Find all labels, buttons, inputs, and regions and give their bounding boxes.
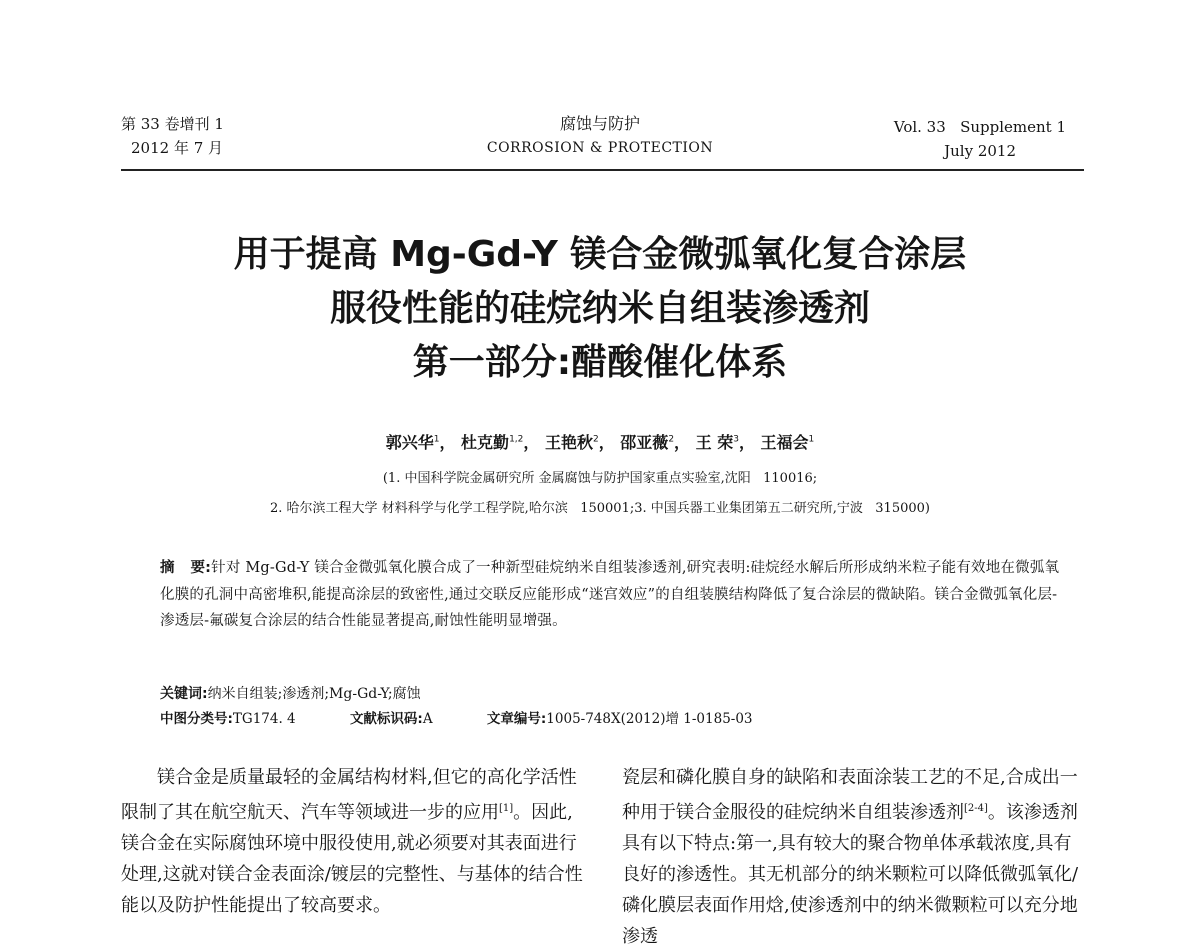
body-text: 。因此,镁合金在实际腐蚀环境中服役使用,就必须要对其表面进行处理,这就对镁合金表面涂/镀层的完整性、与基体的结合性能以及防护性能提出了较高要求。 [121, 802, 583, 916]
author: 王福会$^1$ [760, 433, 815, 452]
classification-info [160, 707, 803, 727]
journal-issue-info-en [894, 115, 1066, 163]
author: 王 荣$^3$ [695, 433, 739, 452]
title-line-2: 服役性能的硅烷纳米自组装渗透剂 [329, 288, 870, 329]
keywords [160, 683, 421, 703]
body-text: 镁合金是质量最轻的金属结构材料,但它的高化学活性限制了其在航空航天、汽车等领域进一步的应用 [121, 767, 577, 823]
citation: [1] [499, 803, 514, 814]
affiliation-line-1: (1. 中国科学院金属研究所 金属腐蚀与防护国家重点实验室,沈阳 110016; [382, 471, 818, 486]
title-line-1: 用于提高 Mg-Gd-Y 镁合金微弧氧化复合涂层 [233, 234, 967, 275]
journal-name-cn: 腐蚀与防护 [559, 114, 640, 133]
title-line-3: 第一部分:醋酸催化体系 [412, 342, 788, 383]
body-text: 。该渗透剂具有以下特点:第一,具有较大的聚合物单体承载浓度,具有良好的渗透性。其无机部分的纳米颗粒可以降低微弧氧化/磷化膜层表面作用焓,使渗透剂中的纳米微颗粒可以充分地渗透 [622, 802, 1079, 947]
header-rule [121, 169, 1084, 171]
author: 王艳秋$^2$ [544, 433, 599, 452]
paper-title [0, 228, 1200, 390]
journal-name-en: CORROSION & PROTECTION [486, 140, 714, 156]
keywords-label: 关键词: [160, 686, 208, 702]
citation: [2-4] [964, 803, 988, 814]
author: 杜克勤$^{1,2}$ [461, 433, 524, 452]
body-text: 瓷层和磷化膜自身的缺陷和表面涂装工艺的不足,合成出一种用于镁合金服役的硅烷纳米自组装渗透剂 [622, 767, 1078, 823]
issue-date-en: July 2012 [944, 142, 1016, 160]
issue-date: 2012 年 7 月 [131, 139, 224, 157]
abstract-label: 摘 要: [160, 560, 212, 576]
volume-issue: 第 33 卷增刊 1 [121, 115, 224, 133]
clc-value: TG174. 4 [232, 711, 296, 727]
affiliation-line-2: 2. 哈尔滨工程大学 材料科学与化学工程学院,哈尔滨 150001;3. 中国兵器工业集团第五二研究所,宁波 315000) [270, 501, 930, 516]
abstract [160, 555, 1060, 635]
doc-code-value: A [422, 711, 433, 727]
clc-label: 中图分类号: [160, 711, 233, 727]
author: 郭兴华$^1$ [385, 433, 440, 452]
abstract-text: 针对 Mg-Gd-Y 镁合金微弧氧化膜合成了一种新型硅烷纳米自组装渗透剂,研究表明:硅烷经水解后所形成纳米粒子能有效地在微弧氧化膜的孔洞中高密堆积,能提高涂层的致密性,通过交联反应能形成“迷宫效应”的自组装膜结构降低了复合涂层的微缺陷。镁合金微弧氧化层-渗透层-氟碳复合涂层的结合性能显著提高,耐蚀性能明显增强。 [160, 560, 1060, 629]
keywords-text: 纳米自组装;渗透剂;Mg-Gd-Y;腐蚀 [207, 686, 421, 702]
author: 邵亚薇$^2$ [620, 433, 675, 452]
article-number-label: 文章编号: [486, 711, 547, 727]
doc-code-label: 文献标识码: [349, 711, 423, 727]
author-list: 郭兴华$^1$， 杜克勤$^{1,2}$， 王艳秋$^2$， 邵亚薇$^2$， 王 荣$^3$， 王福会$^1$ [385, 433, 815, 452]
body-column-right [622, 762, 1084, 952]
body-column-left [121, 762, 583, 921]
volume-supplement-en: Vol. 33 Supplement 1 [893, 118, 1066, 136]
article-number-value: 1005-748X(2012)增 1-0185-03 [546, 711, 753, 727]
